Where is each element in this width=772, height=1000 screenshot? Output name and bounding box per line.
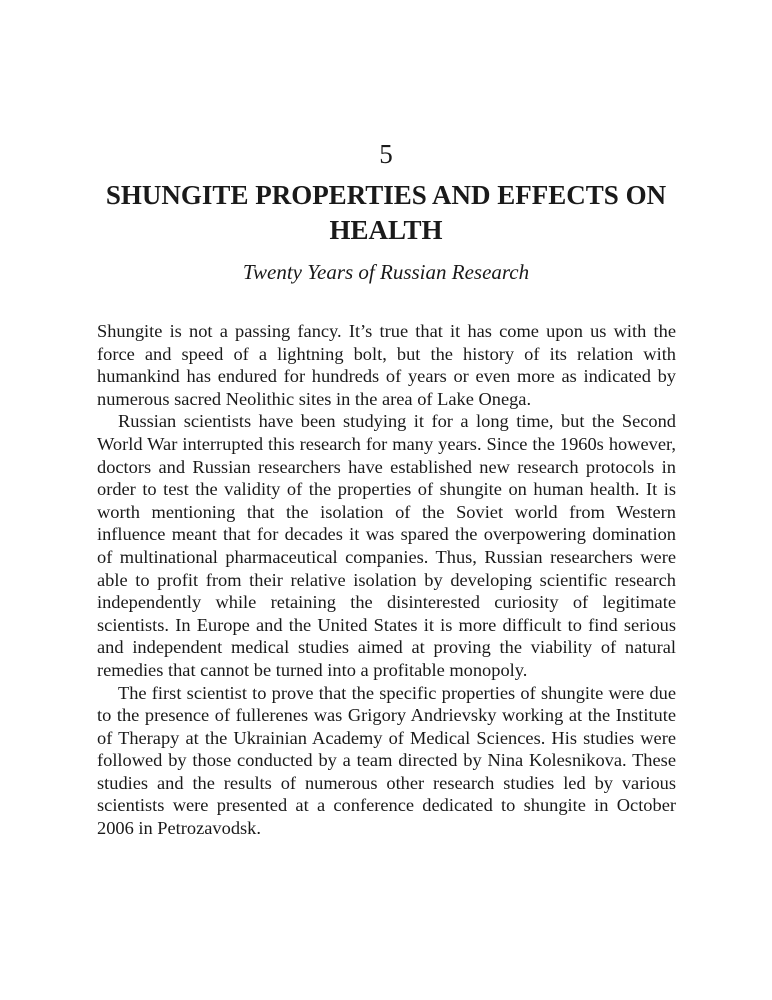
chapter-title: SHUNGITE PROPERTIES AND EFFECTS ON HEALTH bbox=[105, 180, 667, 245]
chapter-body bbox=[97, 320, 676, 840]
paragraph-1: Shungite is not a passing fancy. It’s true that it has come upon us with the force and speed of a lightning bolt, but the history of its relation with humankind has endured for hundreds of years or even more as indicated by numerous sacred Neolithic sites in the area of Lake Onega. bbox=[97, 321, 676, 409]
paragraph-2: Russian scientists have been studying it for a long time, but the Second World War interrupted this research for many years. Since the 1960s however, doctors and Russian researchers have established new research protocols in order to test the validity of the properties of shungite on human health. It is worth mentioning that the isolation of the Soviet world from Western influence meant that for decades it was spared the overpowering domination of multinational pharmaceutical companies. Thus, Russian researchers were able to profit from their relative isolation by developing scientific research independently while retaining the disinterested curiosity of legitimate scientists. In Europe and the United States it is more difficult to find serious and independent medical studies aimed at proving the viability of natural remedies that cannot be turned into a profitable monopoly. bbox=[97, 411, 676, 680]
paragraph-3: The first scientist to prove that the specific properties of shungite were due to the presence of fullerenes was Grigory Andrievsky working at the Institute of Therapy at the Ukrainian Academy of Medical Sciences. His studies were followed by those conducted by a team directed by Nina Kolesnikova. These studies and the results of numerous other research studies led by various scientists were presented at a conference dedicated to shungite in October 2006 in Petrozavodsk. bbox=[97, 682, 676, 839]
chapter-subtitle: Twenty Years of Russian Research bbox=[242, 260, 530, 284]
chapter-number: 5 bbox=[379, 139, 393, 169]
